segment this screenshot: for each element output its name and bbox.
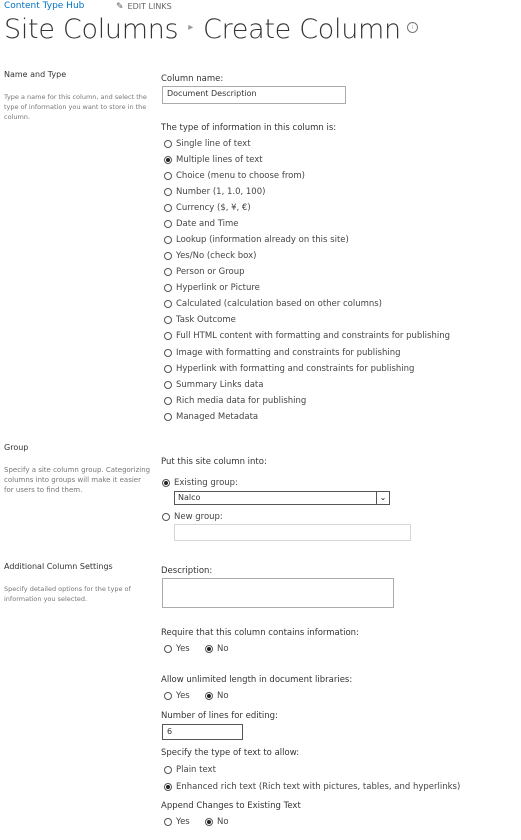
require-no-radio[interactable] bbox=[205, 644, 229, 654]
section-heading-name-type: Name and Type bbox=[4, 70, 67, 79]
no-label: No bbox=[217, 691, 229, 701]
radio-button[interactable] bbox=[164, 413, 172, 421]
lines-for-editing-input[interactable]: 6 bbox=[162, 724, 243, 740]
no-label: No bbox=[217, 644, 229, 654]
column-type-option[interactable] bbox=[164, 155, 263, 165]
column-type-label: Image with formatting and constraints for publishing bbox=[176, 347, 401, 358]
section-description-name-type: Type a name for this column, and select the type of information you want to store in the column. bbox=[4, 93, 147, 121]
type-label: The type of information in this column is: bbox=[161, 123, 337, 133]
radio-button[interactable] bbox=[164, 332, 172, 340]
radio-button[interactable] bbox=[164, 397, 172, 405]
column-type-option[interactable] bbox=[164, 203, 251, 213]
column-type-option[interactable] bbox=[164, 315, 236, 325]
section-heading-group: Group bbox=[4, 443, 29, 452]
column-type-label: Hyperlink or Picture bbox=[176, 283, 260, 293]
yes-label: Yes bbox=[176, 644, 190, 654]
section-description-additional: Specify detailed options for the type of information you selected. bbox=[4, 585, 131, 603]
unlimited-no-radio[interactable] bbox=[205, 691, 229, 701]
column-type-label: Date and Time bbox=[176, 219, 239, 229]
radio-button[interactable] bbox=[205, 645, 213, 653]
column-type-option[interactable] bbox=[164, 139, 251, 149]
radio-button[interactable] bbox=[164, 692, 172, 700]
column-type-option[interactable] bbox=[164, 235, 349, 245]
new-group-input[interactable] bbox=[174, 524, 411, 541]
plain-text-radio[interactable] bbox=[164, 765, 216, 775]
site-link[interactable]: Content Type Hub bbox=[4, 1, 85, 11]
radio-button[interactable] bbox=[164, 268, 172, 276]
radio-button[interactable] bbox=[164, 645, 172, 653]
column-type-label: Number (1, 1.0, 100) bbox=[176, 187, 266, 197]
column-type-option[interactable] bbox=[164, 187, 265, 197]
breadcrumb-separator-icon: ▸ bbox=[188, 22, 194, 33]
put-into-label: Put this site column into: bbox=[161, 457, 267, 467]
append-yes-radio[interactable] bbox=[164, 817, 190, 827]
column-type-option[interactable] bbox=[164, 364, 414, 374]
column-type-label: Single line of text bbox=[176, 139, 251, 149]
no-label: No bbox=[217, 817, 229, 827]
unlimited-yes-radio[interactable] bbox=[164, 691, 190, 701]
page-title-text: Create Column bbox=[203, 14, 401, 45]
radio-button[interactable] bbox=[164, 365, 172, 373]
column-type-label: Summary Links data bbox=[176, 379, 264, 390]
append-no-radio[interactable] bbox=[205, 817, 229, 827]
radio-button[interactable] bbox=[164, 818, 172, 826]
radio-button[interactable] bbox=[164, 381, 172, 389]
radio-button[interactable] bbox=[164, 188, 172, 196]
radio-button[interactable] bbox=[164, 300, 172, 308]
column-type-option[interactable] bbox=[164, 380, 263, 390]
section-heading-additional: Additional Column Settings bbox=[4, 562, 113, 571]
require-label: Require that this column contains information: bbox=[161, 628, 359, 638]
require-yes-radio[interactable] bbox=[164, 644, 190, 654]
column-type-label: Choice (menu to choose from) bbox=[176, 171, 305, 181]
radio-button[interactable] bbox=[164, 156, 172, 164]
column-type-option[interactable] bbox=[164, 267, 245, 277]
plain-text-label: Plain text bbox=[176, 765, 216, 775]
description-label: Description: bbox=[161, 566, 213, 576]
edit-links-label: EDIT LINKS bbox=[127, 2, 172, 11]
text-type-label: Specify the type of text to allow: bbox=[161, 748, 300, 758]
column-type-option[interactable] bbox=[164, 251, 256, 261]
column-type-option[interactable] bbox=[164, 348, 400, 358]
new-group-radio[interactable] bbox=[162, 512, 223, 522]
column-type-label: Full HTML content with formatting and constraints for publishing bbox=[176, 331, 450, 341]
pencil-icon: ✎ bbox=[116, 2, 124, 12]
radio-button[interactable] bbox=[164, 204, 172, 212]
radio-button[interactable] bbox=[164, 316, 172, 324]
radio-button[interactable] bbox=[162, 479, 170, 487]
column-type-option[interactable] bbox=[164, 283, 260, 293]
column-type-label: Calculated (calculation based on other columns) bbox=[176, 299, 383, 309]
column-type-option[interactable] bbox=[164, 171, 305, 181]
column-type-label: Managed Metadata bbox=[176, 411, 259, 422]
description-textarea[interactable] bbox=[162, 578, 394, 608]
column-type-label: Person or Group bbox=[176, 267, 245, 277]
new-group-label: New group: bbox=[174, 512, 223, 522]
column-type-label: Task Outcome bbox=[176, 315, 236, 325]
unlimited-length-label: Allow unlimited length in document libraries: bbox=[161, 675, 353, 685]
existing-group-label: Existing group: bbox=[174, 478, 238, 488]
section-description-group: Specify a site column group. Categorizing columns into groups will make it easier for users to find them. bbox=[4, 466, 151, 494]
radio-button[interactable] bbox=[164, 236, 172, 244]
column-type-label: Hyperlink with formatting and constraints for publishing bbox=[176, 363, 415, 374]
yes-label: Yes bbox=[176, 817, 190, 827]
radio-button[interactable] bbox=[162, 513, 170, 521]
column-type-label: Lookup (information already on this site) bbox=[176, 235, 349, 245]
column-type-label: Multiple lines of text bbox=[176, 155, 263, 165]
radio-button[interactable] bbox=[164, 220, 172, 228]
radio-button[interactable] bbox=[164, 783, 172, 791]
append-changes-label: Append Changes to Existing Text bbox=[161, 801, 301, 811]
existing-group-select[interactable] bbox=[174, 491, 390, 505]
radio-button[interactable] bbox=[164, 252, 172, 260]
radio-button[interactable] bbox=[164, 140, 172, 148]
existing-group-radio[interactable] bbox=[162, 478, 238, 488]
lines-for-editing-label: Number of lines for editing: bbox=[161, 711, 278, 721]
breadcrumb-site-columns[interactable]: Site Columns bbox=[4, 14, 179, 45]
yes-label: Yes bbox=[176, 691, 190, 701]
radio-button[interactable] bbox=[164, 172, 172, 180]
column-type-label: Currency ($, ¥, €) bbox=[176, 203, 251, 213]
column-name-label: Column name: bbox=[161, 74, 224, 84]
column-type-option[interactable] bbox=[164, 219, 239, 229]
column-type-label: Rich media data for publishing bbox=[176, 395, 307, 406]
radio-button[interactable] bbox=[164, 766, 172, 774]
column-type-label: Yes/No (check box) bbox=[176, 251, 257, 261]
column-type-option[interactable] bbox=[164, 396, 306, 406]
rich-text-label: Enhanced rich text (Rich text with pictures, tables, and hyperlinks) bbox=[176, 782, 461, 792]
column-type-option[interactable] bbox=[164, 331, 450, 341]
column-type-option[interactable] bbox=[164, 299, 382, 309]
chevron-down-icon: ⌄ bbox=[376, 492, 389, 504]
radio-button[interactable] bbox=[205, 818, 213, 826]
info-icon[interactable]: i bbox=[407, 22, 418, 33]
rich-text-radio[interactable] bbox=[164, 782, 460, 792]
radio-button[interactable] bbox=[164, 284, 172, 292]
radio-button[interactable] bbox=[205, 692, 213, 700]
column-name-input[interactable]: Document Description bbox=[162, 86, 346, 104]
existing-group-value: Nalco bbox=[178, 493, 201, 502]
column-type-option[interactable] bbox=[164, 412, 258, 422]
radio-button[interactable] bbox=[164, 349, 172, 357]
edit-links-button[interactable] bbox=[116, 2, 172, 12]
page-title bbox=[4, 14, 418, 45]
